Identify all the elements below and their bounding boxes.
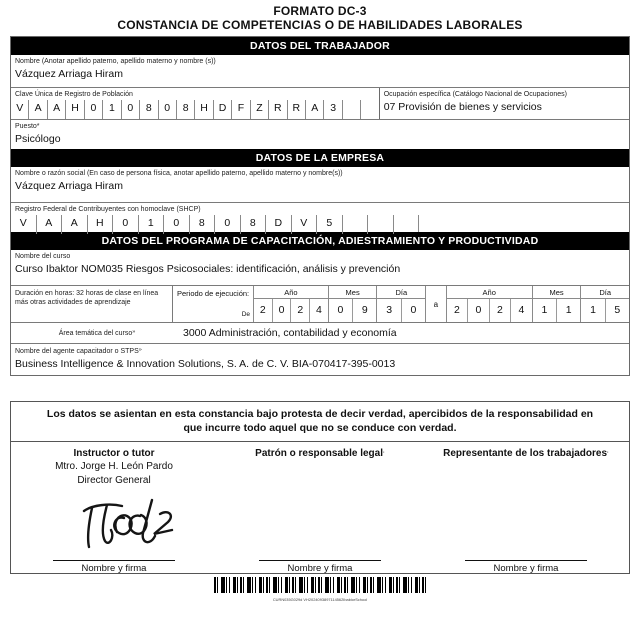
workers-rep-title-text: Representante de los trabajadores <box>443 448 608 459</box>
char-cell: 1 <box>102 100 120 119</box>
char-cell: 5 <box>605 299 629 322</box>
start-year-boxes <box>253 299 328 322</box>
form-name: CONSTANCIA DE COMPETENCIAS O DE HABILIDADES LABORALES <box>117 18 523 32</box>
rfc-field <box>11 203 629 232</box>
duration-text: Duración en horas: 32 horas de clase en línea más otras actividades de aprendizaje <box>11 286 173 322</box>
instructor-title: Instructor o tutor <box>73 448 155 459</box>
char-cell: A <box>47 100 65 119</box>
end-year-boxes <box>446 299 532 322</box>
worker-name-field <box>11 55 629 88</box>
char-cell: 8 <box>176 100 194 119</box>
char-cell: 3 <box>386 304 393 316</box>
char-cell: V <box>19 217 27 229</box>
course-area-footnote-marker: » <box>132 329 136 335</box>
duration-period-row <box>11 286 629 323</box>
period-from-label: De <box>241 311 250 318</box>
char-cell: 2 <box>489 299 511 322</box>
instructor-name: Mtro. Jorge H. León Pardo <box>55 461 173 472</box>
char-cell: R <box>287 100 305 119</box>
form-code: FORMATO DC-3 <box>273 4 367 18</box>
training-agent-label-text: Nombre del agente capacitador o STPS <box>15 348 139 355</box>
declaration-text: Los datos se asientan en esta constancia bajo protesta de decir verdad, apercibidos de la responsabilidad en que incurre todo aquel que no se conduce con verdad. <box>11 402 629 442</box>
char-cell: A <box>36 215 62 234</box>
curp-field <box>11 88 379 119</box>
instructor-signature <box>76 490 188 560</box>
char-cell: R <box>268 100 286 119</box>
course-field <box>11 250 629 286</box>
company-name-field <box>11 167 629 203</box>
char-cell: 3 <box>323 100 341 119</box>
start-month-header: Mes <box>328 286 377 299</box>
char-cell: 8 <box>139 100 157 119</box>
period-to-label: a <box>425 286 446 322</box>
end-month-boxes <box>532 299 581 322</box>
barcode <box>214 577 426 593</box>
occupation-value: 07 Provisión de bienes y servicios <box>383 101 542 113</box>
end-day-boxes <box>580 299 629 322</box>
main-form-box <box>10 36 630 376</box>
char-cell: H <box>87 215 113 234</box>
training-agent-footnote-marker: » <box>138 347 142 353</box>
char-cell: 2 <box>454 304 460 316</box>
training-agent-label <box>11 344 629 356</box>
training-agent-value: Business Intelligence & Innovation Solutions, S. A. de C. V. BIA-070417-395-0013 <box>15 358 396 370</box>
workers-rep-title <box>443 447 609 460</box>
period-dates-grid <box>253 286 629 322</box>
start-day-header: Día <box>376 286 425 299</box>
barcode-caption: CURN035G029d VH2024093897114562IbaktorSchool <box>272 598 368 603</box>
char-cell: Z <box>250 100 268 119</box>
employer-title <box>255 447 385 460</box>
signatures-row <box>11 442 629 580</box>
course-area-value: 3000 Administración, contabilidad y economía <box>183 327 397 339</box>
char-cell: 2 <box>290 299 309 322</box>
course-value: Curso Ibaktor NOM035 Riesgos Psicosociales: identificación, análisis y prevención <box>15 263 401 275</box>
start-month-boxes <box>328 299 377 322</box>
section-header-program: DATOS DEL PROGRAMA DE CAPACITACIÓN, ADIESTRAMIENTO Y PRODUCTIVIDAD <box>11 232 629 250</box>
char-cell: 4 <box>510 299 532 322</box>
signature-column-employer <box>217 447 423 580</box>
course-area-label <box>11 329 183 337</box>
char-cell: 0 <box>121 100 139 119</box>
char-cell: 0 <box>84 100 102 119</box>
char-cell: V <box>291 215 317 234</box>
char-cell: 0 <box>214 215 240 234</box>
execution-period-field <box>173 286 253 322</box>
char-cell: A <box>61 215 87 234</box>
char-cell: 0 <box>337 304 344 316</box>
occupation-label: Ocupación específica (Catálogo Nacional de Ocupaciones) <box>383 91 567 98</box>
instructor-role: Director General <box>77 475 151 486</box>
char-cell: D <box>265 215 291 234</box>
char-cell: H <box>194 100 212 119</box>
char-cell: H <box>65 100 83 119</box>
curp-occupation-row <box>11 88 629 120</box>
start-day-boxes <box>376 299 425 322</box>
declaration-signatures-box <box>10 401 630 574</box>
char-cell: A <box>28 100 46 119</box>
char-cell: 4 <box>309 299 328 322</box>
workers-rep-line-caption: Nombre y firma <box>493 563 559 574</box>
signature-column-workers-rep <box>423 447 629 580</box>
char-cell: F <box>231 100 249 119</box>
char-cell: 1 <box>556 299 580 322</box>
instructor-line-caption: Nombre y firma <box>81 563 147 574</box>
position-value: Psicólogo <box>15 133 61 145</box>
rfc-label: Registro Federal de Contribuyentes con homoclave (SHCP) <box>15 206 201 213</box>
char-cell: 0 <box>272 299 291 322</box>
char-cell: D <box>213 100 231 119</box>
signature-column-instructor <box>11 447 217 580</box>
barcode-area <box>0 577 640 604</box>
start-year-header: Año <box>253 286 328 299</box>
company-name-value: Vázquez Arriaga Hiram <box>15 180 123 192</box>
char-cell: 0 <box>112 215 138 234</box>
position-field <box>11 120 629 149</box>
curp-boxes <box>11 100 379 119</box>
char-cell: 0 <box>467 299 489 322</box>
section-header-worker: DATOS DEL TRABAJADOR <box>11 37 629 55</box>
course-label: Nombre del curso <box>15 253 71 260</box>
form-title <box>0 0 640 32</box>
char-cell <box>360 100 378 119</box>
end-month-header: Mes <box>532 286 581 299</box>
worker-name-value: Vázquez Arriaga Hiram <box>15 68 123 80</box>
training-agent-field <box>11 344 629 375</box>
employer-footnote-marker: · <box>382 450 385 456</box>
char-cell: 1 <box>138 215 164 234</box>
char-cell: V <box>16 102 24 114</box>
char-cell: 0 <box>401 299 425 322</box>
end-day-header: Día <box>580 286 629 299</box>
section-header-company: DATOS DE LA EMPRESA <box>11 149 629 167</box>
char-cell: A <box>305 100 323 119</box>
employer-title-text: Patrón o responsable legal <box>255 448 383 459</box>
char-cell: 1 <box>590 304 596 316</box>
position-label: Puesto* <box>15 123 40 130</box>
char-cell: 0 <box>158 100 176 119</box>
worker-name-label: Nombre (Anotar apellido paterno, apellido materno y nombre (s)) <box>15 58 216 65</box>
occupation-field <box>379 88 629 119</box>
company-name-label: Nombre o razón social (En caso de persona física, anotar apellido paterno, apellido materno y nombre(s)) <box>15 170 343 177</box>
workers-rep-footnote-marker: · <box>607 450 609 456</box>
char-cell: 2 <box>259 304 266 316</box>
curp-label: Clave Única de Registro de Población <box>15 91 133 98</box>
char-cell: 1 <box>541 304 548 316</box>
period-label: Periodo de ejecución: <box>177 289 250 298</box>
char-cell: 8 <box>240 215 266 234</box>
char-cell: 9 <box>352 299 376 322</box>
char-cell: 5 <box>316 215 342 234</box>
end-year-header: Año <box>446 286 532 299</box>
course-area-row <box>11 323 629 344</box>
employer-line-caption: Nombre y firma <box>287 563 353 574</box>
char-cell <box>342 100 360 119</box>
signature-scribble-icon <box>76 490 188 560</box>
char-cell: 8 <box>189 215 215 234</box>
char-cell: 0 <box>163 215 189 234</box>
course-area-label-text: Área temática del curso <box>58 330 133 337</box>
